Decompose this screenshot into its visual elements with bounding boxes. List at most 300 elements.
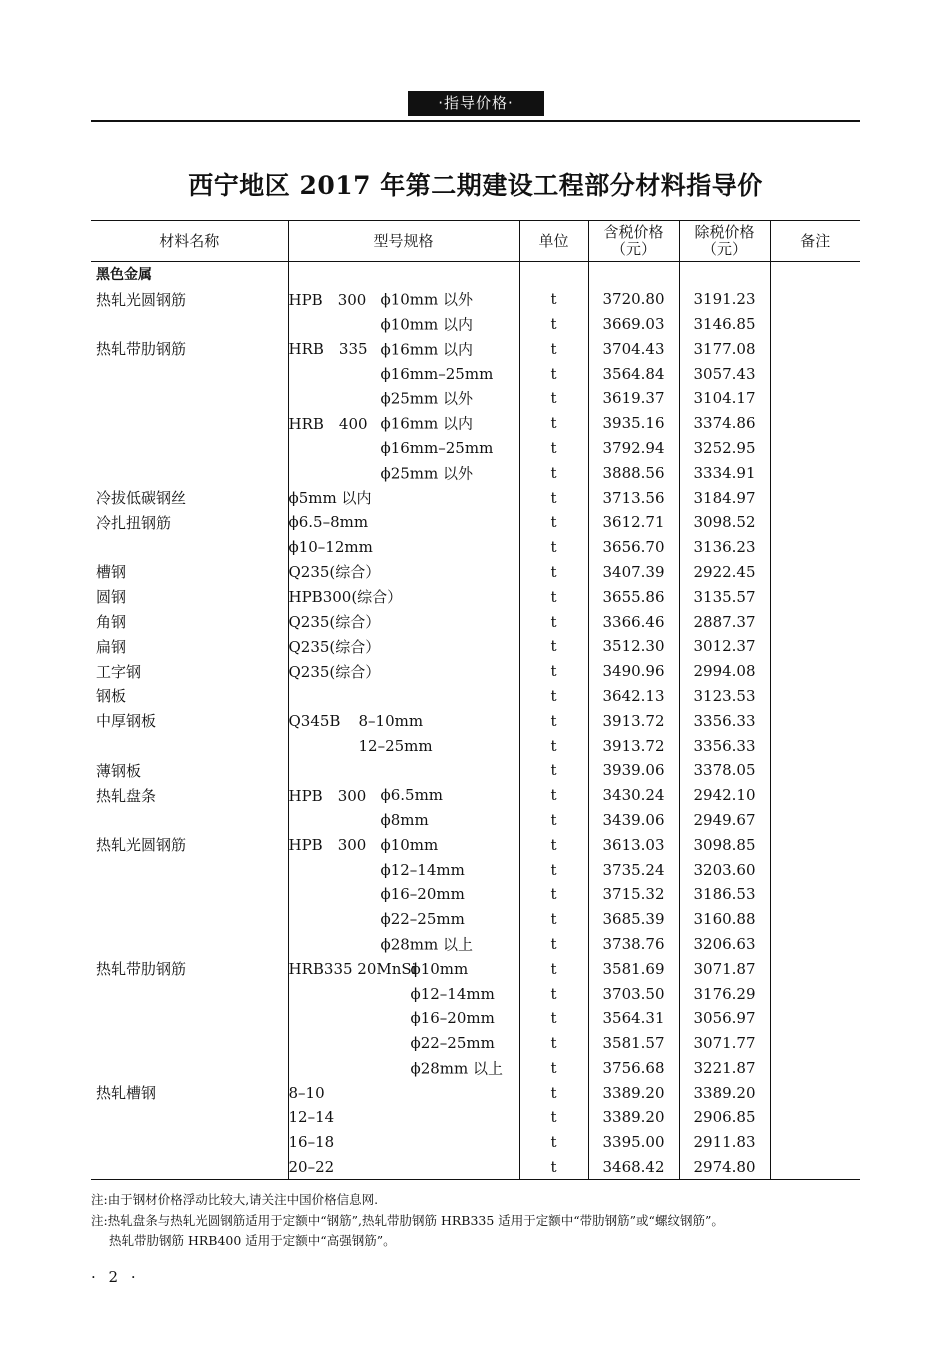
spec-size: ϕ25mm 以外 [380,389,474,408]
table-row [91,584,860,609]
material-name: 圆钢 [96,588,127,607]
unit-cell: t [519,783,588,808]
spec-grade: ϕ10–12mm [288,538,373,557]
price-with-tax: 3366.46 [588,609,679,634]
spec-size: ϕ16–20mm [380,885,465,904]
material-name: 热轧带肋钢筋 [96,960,187,979]
price-with-tax: 3888.56 [588,460,679,485]
price-with-tax: 3913.72 [588,708,679,733]
spec-size: ϕ28mm 以上 [410,1059,504,1078]
unit-cell: t [519,560,588,585]
spec-cell [288,485,519,510]
material-name [91,1006,288,1031]
material-name [91,932,288,957]
spec-cell [288,1155,519,1180]
material-name [91,808,288,833]
spec-size: ϕ8mm [380,810,429,829]
price-without-tax: 3123.53 [679,684,770,709]
price-with-tax: 3407.39 [588,560,679,585]
spec-grade: HPB 300 [288,290,367,309]
spec-cell [288,361,519,386]
section-badge: ·指导价格· [408,91,544,116]
price-without-tax: 3334.91 [679,460,770,485]
header-rule [91,120,860,122]
spec-cell [288,535,519,560]
spec-cell [288,287,519,312]
spec-size: ϕ10mm 以外 [380,290,474,309]
header-price-with-tax [588,221,679,262]
material-name [91,386,288,411]
header-price-without-tax-unit: （元） [701,240,747,258]
table-row [91,857,860,882]
empty-cell [288,262,519,287]
spec-cell [288,386,519,411]
price-with-tax: 3642.13 [588,684,679,709]
remark-cell [770,783,860,808]
material-name: 薄钢板 [96,761,142,780]
spec-grade: Q235(综合） [288,563,381,582]
price-with-tax: 3735.24 [588,857,679,882]
unit-cell: t [519,634,588,659]
table-row [91,758,860,783]
remark-cell [770,336,860,361]
material-name [91,535,288,560]
price-with-tax: 3713.56 [588,485,679,510]
unit-cell: t [519,758,588,783]
unit-cell: t [519,1080,588,1105]
price-with-tax: 3685.39 [588,907,679,932]
price-with-tax: 3738.76 [588,932,679,957]
spec-grade: Q345B [288,711,341,730]
table-row [91,1105,860,1130]
table-row [91,560,860,585]
spec-size: 12–25mm [358,736,433,755]
price-with-tax: 3468.42 [588,1155,679,1180]
remark-cell [770,609,860,634]
table-row [91,361,860,386]
remark-cell [770,1080,860,1105]
table-row [91,808,860,833]
table-row [91,932,860,957]
material-name: 热轧光圆钢筋 [96,290,187,309]
remark-cell [770,733,860,758]
unit-cell: t [519,1056,588,1081]
unit-cell: t [519,808,588,833]
price-without-tax: 2922.45 [679,560,770,585]
header-remark: 备注 [770,221,860,262]
material-name: 中厚钢板 [96,712,157,731]
price-without-tax: 3203.60 [679,857,770,882]
remark-cell [770,907,860,932]
spec-cell [288,1080,519,1105]
material-name [91,733,288,758]
unit-cell: t [519,485,588,510]
material-name: 冷扎扭钢筋 [96,513,172,532]
page-title: 西宁地区 2017 年第二期建设工程部分材料指导价 [188,171,763,200]
unit-cell: t [519,411,588,436]
spec-grade: Q235(综合） [288,637,381,656]
spec-cell [288,436,519,461]
spec-grade: 20–22 [288,1158,335,1177]
table-row [91,981,860,1006]
unit-cell: t [519,287,588,312]
header-price-with-tax-unit: （元） [610,240,656,258]
spec-cell [288,857,519,882]
table-row [91,1080,860,1105]
price-without-tax: 3356.33 [679,733,770,758]
spec-grade: HPB 300 [288,786,367,805]
spec-size: ϕ16mm 以内 [380,340,474,359]
spec-grade: 8–10 [288,1083,325,1102]
remark-cell [770,1105,860,1130]
category-row [91,262,860,287]
table-row [91,1006,860,1031]
price-table [91,220,860,1180]
header-price-with-tax-label: 含税价格 [603,223,664,241]
spec-cell [288,609,519,634]
header-price-without-tax-label: 除税价格 [694,223,755,241]
price-with-tax: 3581.69 [588,956,679,981]
table-row [91,287,860,312]
unit-cell: t [519,1105,588,1130]
price-without-tax: 3221.87 [679,1056,770,1081]
material-name: 扁钢 [96,637,127,656]
remark-cell [770,808,860,833]
material-name [91,312,288,337]
empty-cell [519,262,588,287]
price-with-tax: 3613.03 [588,832,679,857]
remark-cell [770,584,860,609]
header-spec: 型号规格 [288,221,519,262]
spec-size: ϕ6.5mm [380,786,444,805]
spec-cell [288,1006,519,1031]
note-3: 热轧带肋钢筋 HRB400 适用于定额中“高强钢筋”。 [109,1233,396,1248]
price-without-tax: 2887.37 [679,609,770,634]
price-with-tax: 3389.20 [588,1080,679,1105]
unit-cell: t [519,535,588,560]
spec-cell [288,659,519,684]
spec-cell [288,758,519,783]
spec-grade: ϕ6.5–8mm [288,513,369,532]
unit-cell: t [519,659,588,684]
spec-cell [288,411,519,436]
remark-cell [770,411,860,436]
remark-cell [770,956,860,981]
price-with-tax: 3512.30 [588,634,679,659]
spec-cell [288,981,519,1006]
price-with-tax: 3439.06 [588,808,679,833]
spec-cell [288,1130,519,1155]
material-name [91,1130,288,1155]
price-with-tax: 3704.43 [588,336,679,361]
price-without-tax: 3356.33 [679,708,770,733]
price-without-tax: 2994.08 [679,659,770,684]
spec-size: ϕ16mm–25mm [380,364,494,383]
table-row [91,386,860,411]
spec-cell [288,882,519,907]
material-name [91,1031,288,1056]
spec-grade: Q235(综合） [288,613,381,632]
price-without-tax: 2974.80 [679,1155,770,1180]
unit-cell: t [519,708,588,733]
spec-cell [288,312,519,337]
spec-cell [288,1105,519,1130]
remark-cell [770,634,860,659]
spec-cell [288,1031,519,1056]
price-without-tax: 3071.87 [679,956,770,981]
price-without-tax: 3177.08 [679,336,770,361]
table-row [91,956,860,981]
unit-cell: t [519,1155,588,1180]
material-name: 热轧光圆钢筋 [96,836,187,855]
spec-size: ϕ16mm 以内 [380,414,474,433]
empty-cell [679,262,770,287]
unit-cell: t [519,336,588,361]
spec-cell [288,808,519,833]
spec-cell [288,684,519,709]
remark-cell [770,882,860,907]
spec-cell [288,584,519,609]
price-without-tax: 3191.23 [679,287,770,312]
price-with-tax: 3430.24 [588,783,679,808]
price-without-tax: 3206.63 [679,932,770,957]
table-row [91,907,860,932]
spec-size: ϕ16mm–25mm [380,438,494,457]
spec-cell [288,560,519,585]
remark-cell [770,857,860,882]
remark-cell [770,1031,860,1056]
price-with-tax: 3389.20 [588,1105,679,1130]
unit-cell: t [519,907,588,932]
price-without-tax: 3071.77 [679,1031,770,1056]
page-number: · 2 · [91,1268,140,1286]
unit-cell: t [519,609,588,634]
price-without-tax: 3378.05 [679,758,770,783]
remark-cell [770,361,860,386]
remark-cell [770,535,860,560]
remark-cell [770,485,860,510]
table-row [91,708,860,733]
spec-cell [288,336,519,361]
spec-grade: ϕ5mm 以内 [288,489,372,508]
unit-cell: t [519,857,588,882]
material-name [91,1105,288,1130]
table-row [91,684,860,709]
spec-size: ϕ10mm 以内 [380,315,474,334]
price-with-tax: 3913.72 [588,733,679,758]
table-row [91,1056,860,1081]
table-row [91,733,860,758]
material-name: 槽钢 [96,563,127,582]
note-1: 注:由于钢材价格浮动比较大,请关注中国价格信息网. [91,1192,379,1207]
unit-cell: t [519,684,588,709]
material-name [91,907,288,932]
unit-cell: t [519,386,588,411]
table-row [91,485,860,510]
table-row [91,634,860,659]
price-with-tax: 3619.37 [588,386,679,411]
price-with-tax: 3720.80 [588,287,679,312]
remark-cell [770,1130,860,1155]
remark-cell [770,436,860,461]
price-without-tax: 2949.67 [679,808,770,833]
table-row [91,535,860,560]
price-with-tax: 3703.50 [588,981,679,1006]
spec-size: ϕ10mm [410,959,469,978]
material-name [91,1155,288,1180]
unit-cell: t [519,312,588,337]
unit-cell: t [519,584,588,609]
material-name [91,981,288,1006]
table-row [91,510,860,535]
unit-cell: t [519,932,588,957]
price-without-tax: 3057.43 [679,361,770,386]
price-with-tax: 3669.03 [588,312,679,337]
spec-cell [288,932,519,957]
price-without-tax: 2911.83 [679,1130,770,1155]
spec-grade: HRB 400 [288,414,368,433]
spec-cell [288,783,519,808]
remark-cell [770,659,860,684]
material-name [91,460,288,485]
unit-cell: t [519,1130,588,1155]
spec-grade: HPB300(综合） [288,588,403,607]
material-name: 角钢 [96,613,127,632]
table-row [91,312,860,337]
price-with-tax: 3756.68 [588,1056,679,1081]
unit-cell: t [519,510,588,535]
remark-cell [770,758,860,783]
spec-size: ϕ12–14mm [380,860,465,879]
spec-size: ϕ28mm 以上 [380,935,474,954]
price-with-tax: 3655.86 [588,584,679,609]
material-name: 热轧带肋钢筋 [96,340,187,359]
spec-size: ϕ10mm [380,835,439,854]
spec-cell [288,1056,519,1081]
remark-cell [770,312,860,337]
table-row [91,1031,860,1056]
material-name: 工字钢 [96,662,142,681]
spec-size: ϕ22–25mm [380,910,465,929]
price-without-tax: 3184.97 [679,485,770,510]
price-with-tax: 3395.00 [588,1130,679,1155]
empty-cell [770,262,860,287]
spec-size: 8–10mm [358,711,424,730]
remark-cell [770,1006,860,1031]
price-with-tax: 3490.96 [588,659,679,684]
unit-cell: t [519,436,588,461]
unit-cell: t [519,832,588,857]
price-with-tax: 3612.71 [588,510,679,535]
table-row [91,609,860,634]
spec-size: ϕ22–25mm [410,1034,495,1053]
material-name [91,436,288,461]
header-price-without-tax [679,221,770,262]
remark-cell [770,932,860,957]
remark-cell [770,510,860,535]
spec-grade: 16–18 [288,1133,335,1152]
price-without-tax: 3186.53 [679,882,770,907]
spec-cell [288,907,519,932]
spec-cell [288,708,519,733]
category-label: 黑色金属 [96,267,152,284]
spec-cell [288,634,519,659]
table-row [91,659,860,684]
spec-grade: Q235(综合） [288,662,381,681]
remark-cell [770,684,860,709]
header-unit: 单位 [519,221,588,262]
price-without-tax: 2942.10 [679,783,770,808]
table-row [91,336,860,361]
remark-cell [770,460,860,485]
spec-cell [288,832,519,857]
price-with-tax: 3935.16 [588,411,679,436]
price-without-tax: 3104.17 [679,386,770,411]
price-without-tax: 3136.23 [679,535,770,560]
price-without-tax: 3135.57 [679,584,770,609]
price-without-tax: 3146.85 [679,312,770,337]
table-row [91,1130,860,1155]
unit-cell: t [519,1006,588,1031]
price-with-tax: 3581.57 [588,1031,679,1056]
spec-grade: HRB335 20MnSi [288,959,417,978]
spec-grade: 12–14 [288,1108,335,1127]
price-without-tax: 3374.86 [679,411,770,436]
unit-cell: t [519,882,588,907]
material-name [91,857,288,882]
remark-cell [770,708,860,733]
price-with-tax: 3564.31 [588,1006,679,1031]
price-without-tax: 3389.20 [679,1080,770,1105]
price-without-tax: 3098.52 [679,510,770,535]
price-with-tax: 3939.06 [588,758,679,783]
spec-grade: HPB 300 [288,836,367,855]
unit-cell: t [519,361,588,386]
remark-cell [770,287,860,312]
material-name: 热轧盘条 [96,786,157,805]
header-material-name: 材料名称 [91,221,288,262]
table-header-row [91,221,860,262]
remark-cell [770,560,860,585]
material-name [91,882,288,907]
unit-cell: t [519,981,588,1006]
price-without-tax: 3176.29 [679,981,770,1006]
price-without-tax: 3252.95 [679,436,770,461]
spec-size: ϕ16–20mm [410,1009,495,1028]
price-without-tax: 3012.37 [679,634,770,659]
spec-cell [288,733,519,758]
remark-cell [770,1155,860,1180]
empty-cell [588,262,679,287]
table-row [91,1155,860,1180]
price-without-tax: 2906.85 [679,1105,770,1130]
material-name: 热轧槽钢 [96,1084,157,1103]
material-name [91,361,288,386]
spec-size: ϕ25mm 以外 [380,464,474,483]
price-with-tax: 3564.84 [588,361,679,386]
remark-cell [770,386,860,411]
unit-cell: t [519,733,588,758]
material-name: 钢板 [96,687,127,706]
spec-cell [288,510,519,535]
table-row [91,882,860,907]
spec-cell [288,460,519,485]
note-2: 注:热轧盘条与热轧光圆钢筋适用于定额中“钢筋”,热轧带肋钢筋 HRB335 适用于定额中“带肋钢筋”或“螺纹钢筋”。 [91,1213,724,1228]
unit-cell: t [519,956,588,981]
material-name [91,1056,288,1081]
material-name [91,411,288,436]
spec-size: ϕ12–14mm [410,984,495,1003]
